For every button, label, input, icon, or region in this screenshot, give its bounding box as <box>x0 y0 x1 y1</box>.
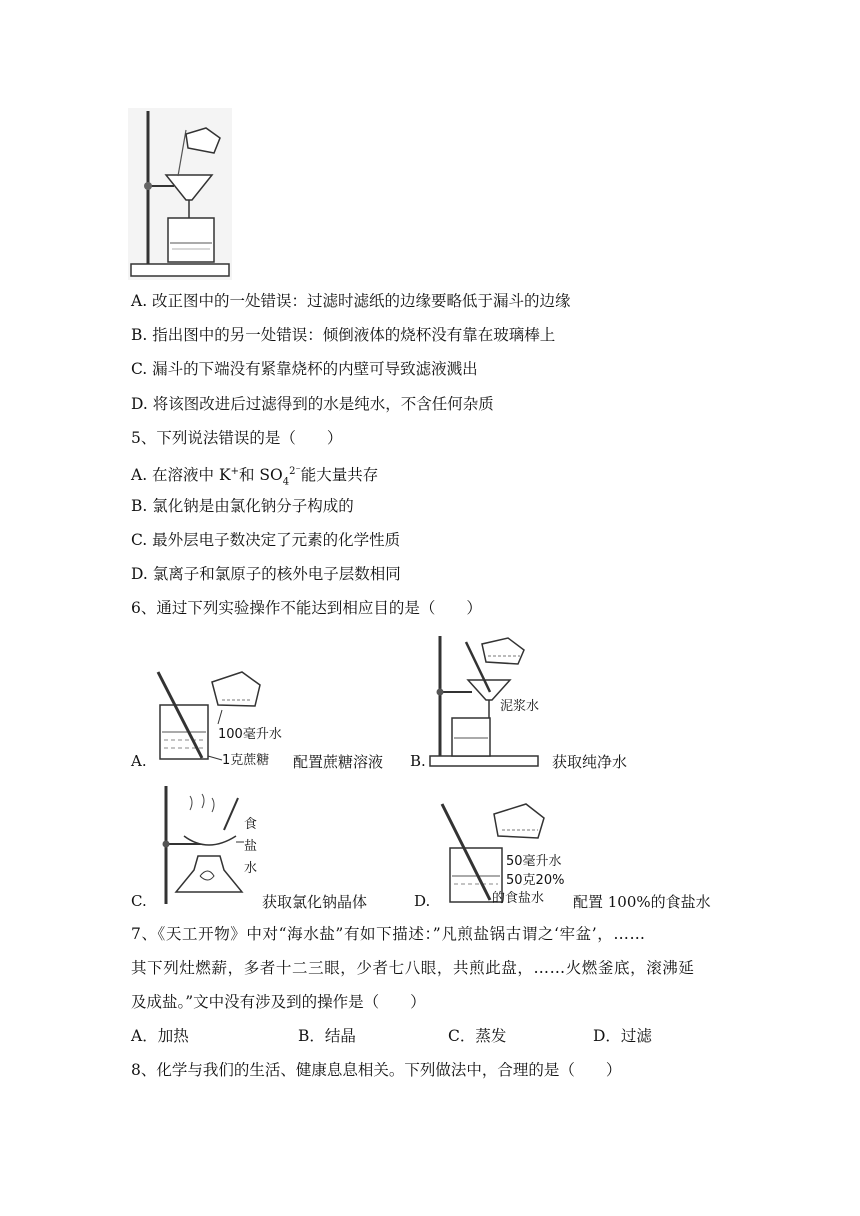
q5-option-a <box>131 462 378 492</box>
q6-c-figure <box>150 780 270 910</box>
q5-a-suffix: 能大量共存 <box>300 466 379 485</box>
q6-d-salt-label2: 的食盐水 <box>492 891 545 906</box>
q6-b-letter: B. <box>410 752 426 770</box>
q5-option-c: C. 最外层电子数决定了元素的化学性质 <box>131 531 401 549</box>
q5-a-sup1: + <box>230 466 239 477</box>
q4-option-c: C. 漏斗的下端没有紧靠烧杯的内壁可导致滤液溅出 <box>131 360 478 378</box>
q7-line2: 其下列灶燃薪，多者十二三眼，少者七八眼，共煎此盘，……火燃釜底，滚沸延 <box>131 959 695 977</box>
q7-line1: 7、《天工开物》中对“海水盐”有如下描述：”凡煎盐锅古谓之‘牢盆’，…… <box>131 925 646 943</box>
q5-option-d: D. 氯离子和氯原子的核外电子层数相同 <box>131 565 401 583</box>
filtration-figure <box>128 108 232 280</box>
q7-option-d: D．过滤 <box>593 1027 652 1045</box>
q5-option-b: B. 氯化钠是由氯化钠分子构成的 <box>131 497 354 515</box>
q6-stem: 6、通过下列实验操作不能达到相应目的是（ ） <box>131 599 482 617</box>
q6-a-figure <box>150 660 290 770</box>
q6-c-salt-char2: 盐 <box>244 839 258 854</box>
q5-a-prefix: A. 在溶液中 K <box>131 466 231 485</box>
q6-d-letter: D. <box>414 892 431 910</box>
q7-line3: 及成盐。”文中没有涉及到的操作是（ ） <box>131 993 426 1011</box>
q8-stem: 8、化学与我们的生活、健康息息相关。下列做法中，合理的是（ ） <box>131 1061 622 1079</box>
q6-c-caption: 获取氯化钠晶体 <box>262 893 368 911</box>
q4-option-a: A. 改正图中的一处错误：过滤时滤纸的边缘要略低于漏斗的边缘 <box>131 292 571 310</box>
q7-option-b: B．结晶 <box>298 1027 356 1045</box>
q6-a-sugar-label: 1克蔗糖 <box>222 753 270 768</box>
q6-b-figure <box>428 632 558 772</box>
q6-d-salt-label1: 50克20% <box>506 873 565 888</box>
q5-a-mid: 和 SO <box>238 466 283 485</box>
q5-stem: 5、下列说法错误的是（ ） <box>131 429 343 447</box>
q4-option-b: B. 指出图中的另一处错误：倾倒液体的烧杯没有靠在玻璃棒上 <box>131 326 556 344</box>
q6-d-water-label: 50毫升水 <box>506 854 562 869</box>
q6-d-figure <box>432 796 582 912</box>
q6-b-mud-label: 泥浆水 <box>500 699 540 714</box>
q6-c-letter: C. <box>131 892 147 910</box>
q4-option-d: D. 将该图改进后过滤得到的水是纯水，不含任何杂质 <box>131 395 494 413</box>
q6-c-salt-char1: 食 <box>244 817 258 832</box>
q5-a-sup2: 2⁻ <box>289 466 301 477</box>
q6-b-caption: 获取纯净水 <box>552 753 628 771</box>
q7-option-c: C．蒸发 <box>448 1027 507 1045</box>
q6-c-salt-char3: 水 <box>244 861 258 876</box>
q6-a-letter: A. <box>131 752 147 770</box>
q5-a-sub: 4 <box>282 476 290 488</box>
q6-a-caption: 配置蔗糖溶液 <box>293 753 384 771</box>
q6-d-caption: 配置 100%的食盐水 <box>573 893 711 911</box>
q6-a-water-label: 100毫升水 <box>218 727 282 742</box>
q7-option-a: A．加热 <box>131 1027 189 1045</box>
